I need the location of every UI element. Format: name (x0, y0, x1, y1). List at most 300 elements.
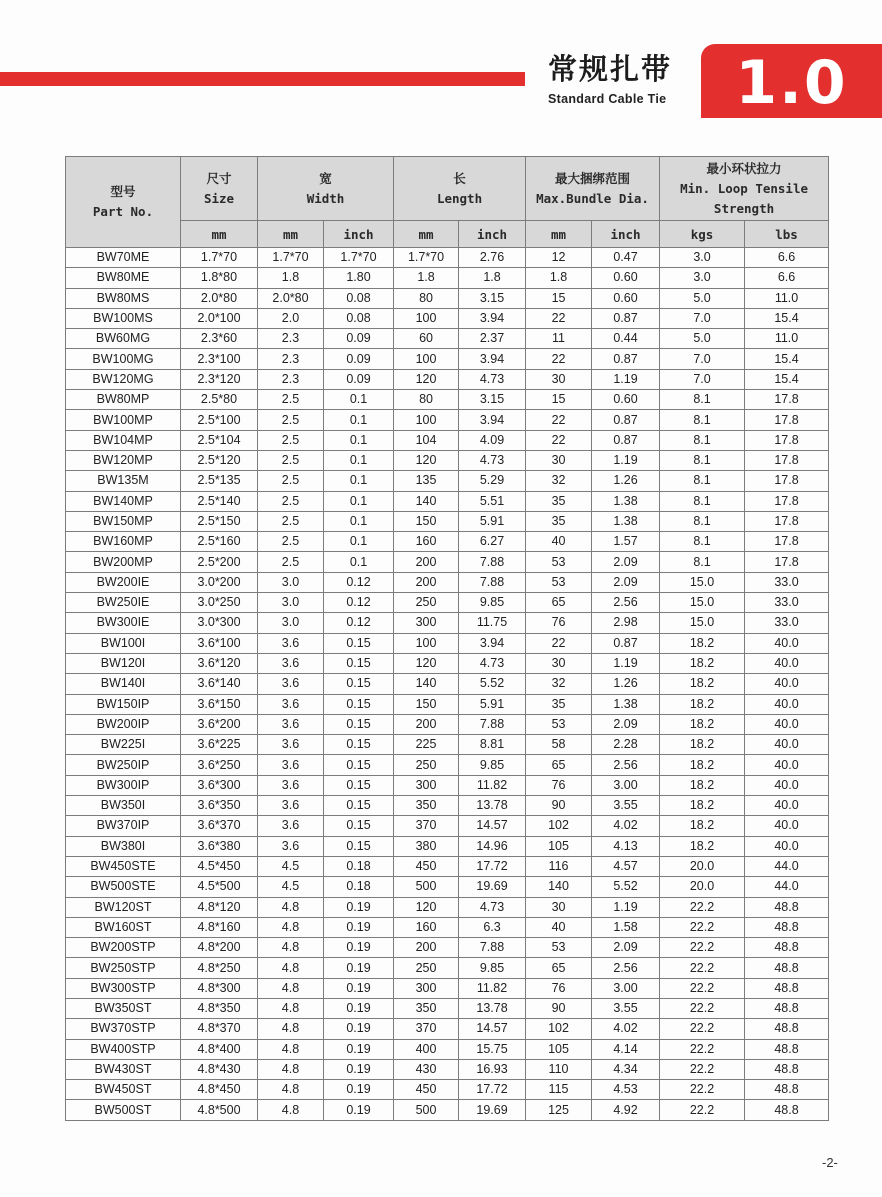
cell-length-mm: 80 (394, 288, 459, 308)
cell-tensile-lbs: 33.0 (745, 572, 829, 592)
cell-bundle-mm: 40 (526, 917, 592, 937)
table-row (66, 775, 829, 795)
cell-tensile-kgs: 5.0 (660, 288, 745, 308)
cell-tensile-lbs: 48.8 (745, 897, 829, 917)
cell-length-inch: 3.94 (459, 633, 526, 653)
cell-part-no: BW150IP (66, 694, 181, 714)
cell-width-mm: 3.6 (258, 836, 324, 856)
table-row (66, 511, 829, 531)
cell-size: 2.0*80 (181, 288, 258, 308)
cell-bundle-mm: 35 (526, 511, 592, 531)
cell-bundle-mm: 102 (526, 1019, 592, 1039)
cell-length-inch: 3.94 (459, 349, 526, 369)
cell-tensile-lbs: 44.0 (745, 877, 829, 897)
cell-tensile-lbs: 48.8 (745, 1080, 829, 1100)
cell-size: 4.8*300 (181, 978, 258, 998)
cell-length-inch: 1.8 (459, 268, 526, 288)
cell-length-mm: 250 (394, 755, 459, 775)
cell-size: 4.8*430 (181, 1059, 258, 1079)
cell-width-mm: 2.3 (258, 369, 324, 389)
cell-width-mm: 2.5 (258, 410, 324, 430)
cell-length-inch: 6.3 (459, 917, 526, 937)
cell-length-inch: 7.88 (459, 938, 526, 958)
cell-part-no: BW500ST (66, 1100, 181, 1120)
cell-tensile-lbs: 6.6 (745, 268, 829, 288)
cell-tensile-kgs: 18.2 (660, 714, 745, 734)
cell-length-inch: 9.85 (459, 958, 526, 978)
cell-tensile-lbs: 15.4 (745, 349, 829, 369)
cell-length-inch: 5.52 (459, 674, 526, 694)
cell-bundle-inch: 4.57 (592, 856, 660, 876)
cell-bundle-mm: 140 (526, 877, 592, 897)
cell-length-mm: 450 (394, 1080, 459, 1100)
cell-width-inch: 0.19 (324, 1059, 394, 1079)
cell-length-mm: 350 (394, 998, 459, 1018)
cell-bundle-inch: 1.38 (592, 491, 660, 511)
cell-tensile-kgs: 22.2 (660, 917, 745, 937)
cell-length-mm: 120 (394, 369, 459, 389)
table-row (66, 349, 829, 369)
cell-width-mm: 3.6 (258, 816, 324, 836)
cell-part-no: BW250IP (66, 755, 181, 775)
cell-tensile-lbs: 33.0 (745, 613, 829, 633)
cell-width-inch: 1.80 (324, 268, 394, 288)
cell-size: 3.6*120 (181, 653, 258, 673)
cell-part-no: BW300IP (66, 775, 181, 795)
cell-length-mm: 80 (394, 390, 459, 410)
cell-tensile-lbs: 40.0 (745, 714, 829, 734)
cell-bundle-mm: 53 (526, 552, 592, 572)
cell-bundle-inch: 0.60 (592, 268, 660, 288)
cell-tensile-lbs: 40.0 (745, 694, 829, 714)
cell-size: 3.6*250 (181, 755, 258, 775)
cell-tensile-lbs: 40.0 (745, 633, 829, 653)
cell-tensile-lbs: 48.8 (745, 978, 829, 998)
cell-tensile-kgs: 22.2 (660, 1019, 745, 1039)
cell-width-inch: 0.18 (324, 877, 394, 897)
cell-length-mm: 1.7*70 (394, 248, 459, 268)
cell-width-inch: 0.09 (324, 349, 394, 369)
cell-part-no: BW380I (66, 836, 181, 856)
cell-bundle-inch: 2.98 (592, 613, 660, 633)
cell-bundle-inch: 0.87 (592, 430, 660, 450)
cell-width-inch: 0.15 (324, 694, 394, 714)
cell-width-mm: 4.5 (258, 856, 324, 876)
cell-part-no: BW80ME (66, 268, 181, 288)
cell-size: 4.8*370 (181, 1019, 258, 1039)
cell-tensile-kgs: 7.0 (660, 349, 745, 369)
table-row (66, 329, 829, 349)
cell-width-mm: 2.3 (258, 349, 324, 369)
cell-width-inch: 0.08 (324, 288, 394, 308)
cell-bundle-mm: 76 (526, 613, 592, 633)
cell-width-inch: 0.18 (324, 856, 394, 876)
cell-size: 2.5*104 (181, 430, 258, 450)
cell-length-inch: 9.85 (459, 593, 526, 613)
cell-tensile-kgs: 8.1 (660, 511, 745, 531)
cell-bundle-inch: 3.00 (592, 978, 660, 998)
table-row (66, 369, 829, 389)
cell-length-mm: 370 (394, 816, 459, 836)
page-number: -2- (822, 1155, 838, 1170)
cell-length-inch: 4.09 (459, 430, 526, 450)
cell-bundle-mm: 32 (526, 674, 592, 694)
unit-cell: inch (324, 221, 394, 248)
cell-bundle-inch: 4.92 (592, 1100, 660, 1120)
cell-tensile-kgs: 18.2 (660, 653, 745, 673)
cell-width-inch: 0.15 (324, 755, 394, 775)
cell-width-inch: 0.15 (324, 714, 394, 734)
cell-tensile-kgs: 8.1 (660, 471, 745, 491)
cell-size: 2.5*200 (181, 552, 258, 572)
cell-tensile-lbs: 48.8 (745, 1039, 829, 1059)
cell-tensile-lbs: 17.8 (745, 532, 829, 552)
table-row (66, 958, 829, 978)
cell-bundle-inch: 2.09 (592, 552, 660, 572)
cell-bundle-mm: 22 (526, 430, 592, 450)
cell-length-mm: 200 (394, 938, 459, 958)
cell-tensile-kgs: 22.2 (660, 1059, 745, 1079)
cell-width-mm: 3.6 (258, 796, 324, 816)
cell-bundle-inch: 2.09 (592, 938, 660, 958)
cell-tensile-lbs: 40.0 (745, 735, 829, 755)
cell-length-mm: 250 (394, 593, 459, 613)
cell-size: 3.6*140 (181, 674, 258, 694)
cell-length-inch: 11.82 (459, 978, 526, 998)
cell-bundle-mm: 105 (526, 836, 592, 856)
cell-width-mm: 3.0 (258, 572, 324, 592)
cell-length-inch: 2.37 (459, 329, 526, 349)
header-row-units (66, 221, 829, 248)
cell-bundle-mm: 12 (526, 248, 592, 268)
cell-bundle-inch: 5.52 (592, 877, 660, 897)
cell-part-no: BW80MS (66, 288, 181, 308)
table-row (66, 1039, 829, 1059)
cell-length-mm: 300 (394, 775, 459, 795)
cell-length-inch: 5.51 (459, 491, 526, 511)
cell-width-mm: 3.6 (258, 653, 324, 673)
cell-bundle-mm: 40 (526, 532, 592, 552)
cell-part-no: BW200STP (66, 938, 181, 958)
cell-length-inch: 14.57 (459, 816, 526, 836)
cell-part-no: BW120I (66, 653, 181, 673)
cell-part-no: BW450STE (66, 856, 181, 876)
cell-length-mm: 120 (394, 653, 459, 673)
cell-bundle-inch: 0.44 (592, 329, 660, 349)
cell-bundle-inch: 0.60 (592, 288, 660, 308)
cell-tensile-lbs: 40.0 (745, 836, 829, 856)
cell-tensile-kgs: 7.0 (660, 308, 745, 328)
cell-bundle-mm: 1.8 (526, 268, 592, 288)
table-row (66, 694, 829, 714)
cell-length-inch: 19.69 (459, 877, 526, 897)
cell-tensile-kgs: 8.1 (660, 430, 745, 450)
cell-tensile-lbs: 48.8 (745, 958, 829, 978)
cell-tensile-kgs: 18.2 (660, 796, 745, 816)
cell-length-inch: 4.73 (459, 897, 526, 917)
cell-part-no: BW100MP (66, 410, 181, 430)
cell-tensile-lbs: 40.0 (745, 816, 829, 836)
cell-tensile-kgs: 22.2 (660, 998, 745, 1018)
cell-bundle-inch: 1.26 (592, 674, 660, 694)
cell-tensile-kgs: 8.1 (660, 450, 745, 470)
cell-width-mm: 4.8 (258, 1059, 324, 1079)
cell-size: 2.3*100 (181, 349, 258, 369)
section-badge (701, 44, 882, 118)
cell-length-mm: 120 (394, 897, 459, 917)
table-row (66, 248, 829, 268)
cell-bundle-mm: 53 (526, 714, 592, 734)
unit-cell: mm (526, 221, 592, 248)
cell-width-mm: 2.5 (258, 450, 324, 470)
cell-width-mm: 4.8 (258, 1100, 324, 1120)
cell-length-inch: 16.93 (459, 1059, 526, 1079)
cell-length-mm: 104 (394, 430, 459, 450)
cell-tensile-kgs: 20.0 (660, 856, 745, 876)
cell-part-no: BW104MP (66, 430, 181, 450)
unit-cell: inch (459, 221, 526, 248)
cell-width-inch: 0.15 (324, 816, 394, 836)
cell-bundle-inch: 1.38 (592, 511, 660, 531)
cell-size: 4.8*450 (181, 1080, 258, 1100)
cell-part-no: BW500STE (66, 877, 181, 897)
cell-size: 2.5*140 (181, 491, 258, 511)
cell-length-mm: 140 (394, 674, 459, 694)
cell-tensile-kgs: 18.2 (660, 633, 745, 653)
cell-bundle-mm: 90 (526, 796, 592, 816)
cell-part-no: BW200IP (66, 714, 181, 734)
cell-bundle-mm: 65 (526, 755, 592, 775)
cell-length-mm: 60 (394, 329, 459, 349)
cell-width-mm: 3.6 (258, 694, 324, 714)
cell-bundle-mm: 30 (526, 653, 592, 673)
cell-part-no: BW140I (66, 674, 181, 694)
cell-width-mm: 2.5 (258, 511, 324, 531)
cell-length-mm: 370 (394, 1019, 459, 1039)
cell-part-no: BW300IE (66, 613, 181, 633)
cell-length-mm: 160 (394, 532, 459, 552)
table-row (66, 450, 829, 470)
table-row (66, 1059, 829, 1079)
cell-length-inch: 3.94 (459, 308, 526, 328)
cell-tensile-lbs: 33.0 (745, 593, 829, 613)
table-row (66, 572, 829, 592)
cell-length-mm: 225 (394, 735, 459, 755)
cell-tensile-lbs: 40.0 (745, 755, 829, 775)
cell-length-mm: 140 (394, 491, 459, 511)
table-row (66, 613, 829, 633)
cell-length-mm: 150 (394, 694, 459, 714)
cell-width-inch: 0.19 (324, 1100, 394, 1120)
cell-part-no: BW100I (66, 633, 181, 653)
cell-length-inch: 13.78 (459, 796, 526, 816)
cell-part-no: BW225I (66, 735, 181, 755)
cell-width-mm: 3.6 (258, 674, 324, 694)
cable-tie-spec-table (65, 156, 829, 1121)
cell-width-mm: 2.5 (258, 532, 324, 552)
section-number: 1.0 (735, 48, 848, 118)
table-row (66, 552, 829, 572)
cell-length-mm: 300 (394, 978, 459, 998)
cell-length-inch: 9.85 (459, 755, 526, 775)
cell-bundle-inch: 0.87 (592, 633, 660, 653)
cell-part-no: BW370STP (66, 1019, 181, 1039)
cell-tensile-lbs: 40.0 (745, 796, 829, 816)
cell-width-mm: 2.5 (258, 552, 324, 572)
cell-tensile-kgs: 22.2 (660, 938, 745, 958)
cell-tensile-kgs: 18.2 (660, 694, 745, 714)
table-row (66, 268, 829, 288)
cell-tensile-kgs: 8.1 (660, 410, 745, 430)
cell-length-inch: 11.75 (459, 613, 526, 633)
cell-width-inch: 0.08 (324, 308, 394, 328)
cell-width-mm: 3.0 (258, 593, 324, 613)
cell-tensile-lbs: 17.8 (745, 390, 829, 410)
cell-length-inch: 5.91 (459, 694, 526, 714)
page-title-en: Standard Cable Tie (548, 92, 667, 106)
cell-bundle-mm: 15 (526, 390, 592, 410)
cell-tensile-kgs: 7.0 (660, 369, 745, 389)
table-row (66, 735, 829, 755)
cell-part-no: BW80MP (66, 390, 181, 410)
cell-length-inch: 7.88 (459, 714, 526, 734)
cell-size: 2.5*80 (181, 390, 258, 410)
cell-tensile-lbs: 17.8 (745, 491, 829, 511)
cell-tensile-lbs: 17.8 (745, 450, 829, 470)
cell-tensile-kgs: 15.0 (660, 593, 745, 613)
cell-tensile-kgs: 22.2 (660, 1080, 745, 1100)
cell-size: 3.6*100 (181, 633, 258, 653)
cell-length-inch: 4.73 (459, 653, 526, 673)
table-row (66, 532, 829, 552)
cell-width-mm: 4.8 (258, 1080, 324, 1100)
unit-cell: kgs (660, 221, 745, 248)
cell-bundle-mm: 65 (526, 958, 592, 978)
cell-part-no: BW100MG (66, 349, 181, 369)
header-length: 长 Length (394, 157, 526, 221)
cell-length-mm: 500 (394, 1100, 459, 1120)
cell-length-inch: 2.76 (459, 248, 526, 268)
cell-size: 4.5*500 (181, 877, 258, 897)
cell-length-inch: 19.69 (459, 1100, 526, 1120)
cell-bundle-inch: 1.19 (592, 450, 660, 470)
cell-length-inch: 13.78 (459, 998, 526, 1018)
table-row (66, 1080, 829, 1100)
cell-size: 2.5*160 (181, 532, 258, 552)
cell-size: 2.5*150 (181, 511, 258, 531)
cell-bundle-mm: 30 (526, 369, 592, 389)
cell-tensile-kgs: 22.2 (660, 978, 745, 998)
cell-bundle-mm: 22 (526, 633, 592, 653)
cell-tensile-kgs: 8.1 (660, 552, 745, 572)
cell-length-mm: 400 (394, 1039, 459, 1059)
cell-part-no: BW140MP (66, 491, 181, 511)
cell-width-mm: 1.7*70 (258, 248, 324, 268)
cell-bundle-mm: 35 (526, 491, 592, 511)
cell-bundle-mm: 53 (526, 572, 592, 592)
table-row (66, 410, 829, 430)
cell-width-mm: 2.0 (258, 308, 324, 328)
cell-size: 4.8*120 (181, 897, 258, 917)
cell-size: 3.6*380 (181, 836, 258, 856)
cell-width-inch: 0.09 (324, 329, 394, 349)
cell-length-inch: 4.73 (459, 369, 526, 389)
cell-width-mm: 4.5 (258, 877, 324, 897)
cell-width-inch: 0.19 (324, 958, 394, 978)
cell-length-mm: 120 (394, 450, 459, 470)
cell-size: 4.8*160 (181, 917, 258, 937)
cell-bundle-mm: 11 (526, 329, 592, 349)
cell-bundle-mm: 32 (526, 471, 592, 491)
cell-tensile-kgs: 8.1 (660, 390, 745, 410)
cell-tensile-kgs: 22.2 (660, 958, 745, 978)
table-row (66, 714, 829, 734)
cell-part-no: BW350ST (66, 998, 181, 1018)
unit-cell: mm (394, 221, 459, 248)
cell-length-mm: 100 (394, 633, 459, 653)
cell-width-inch: 0.19 (324, 897, 394, 917)
cell-width-inch: 0.15 (324, 633, 394, 653)
cell-length-mm: 100 (394, 410, 459, 430)
cell-bundle-inch: 1.19 (592, 369, 660, 389)
cell-width-mm: 4.8 (258, 998, 324, 1018)
cell-length-inch: 3.15 (459, 288, 526, 308)
cell-tensile-kgs: 20.0 (660, 877, 745, 897)
cell-bundle-inch: 0.87 (592, 308, 660, 328)
cell-bundle-mm: 53 (526, 938, 592, 958)
cell-size: 3.0*250 (181, 593, 258, 613)
cell-bundle-inch: 0.87 (592, 349, 660, 369)
cell-tensile-lbs: 40.0 (745, 775, 829, 795)
cell-tensile-kgs: 18.2 (660, 735, 745, 755)
cell-width-inch: 0.12 (324, 613, 394, 633)
table-row (66, 288, 829, 308)
cell-size: 3.6*225 (181, 735, 258, 755)
cell-part-no: BW250STP (66, 958, 181, 978)
cell-bundle-inch: 4.02 (592, 816, 660, 836)
cell-tensile-lbs: 17.8 (745, 471, 829, 491)
cell-width-inch: 0.19 (324, 1039, 394, 1059)
cell-bundle-mm: 116 (526, 856, 592, 876)
cell-width-mm: 2.5 (258, 491, 324, 511)
cell-size: 2.3*120 (181, 369, 258, 389)
cell-part-no: BW200MP (66, 552, 181, 572)
cell-part-no: BW120ST (66, 897, 181, 917)
cell-tensile-kgs: 5.0 (660, 329, 745, 349)
cell-size: 4.5*450 (181, 856, 258, 876)
table-row (66, 390, 829, 410)
cell-tensile-lbs: 17.8 (745, 410, 829, 430)
table-row (66, 917, 829, 937)
cell-bundle-mm: 125 (526, 1100, 592, 1120)
cell-width-mm: 4.8 (258, 938, 324, 958)
cell-bundle-inch: 4.34 (592, 1059, 660, 1079)
cell-width-inch: 0.15 (324, 796, 394, 816)
cell-bundle-mm: 76 (526, 775, 592, 795)
cell-width-inch: 0.15 (324, 653, 394, 673)
cell-length-mm: 380 (394, 836, 459, 856)
cell-tensile-kgs: 22.2 (660, 1039, 745, 1059)
cell-length-inch: 14.96 (459, 836, 526, 856)
cell-width-inch: 0.19 (324, 1019, 394, 1039)
header-width: 宽 Width (258, 157, 394, 221)
cell-length-inch: 6.27 (459, 532, 526, 552)
table-row (66, 938, 829, 958)
cell-width-mm: 4.8 (258, 1019, 324, 1039)
cell-bundle-inch: 2.28 (592, 735, 660, 755)
cell-part-no: BW100MS (66, 308, 181, 328)
cell-size: 3.6*150 (181, 694, 258, 714)
